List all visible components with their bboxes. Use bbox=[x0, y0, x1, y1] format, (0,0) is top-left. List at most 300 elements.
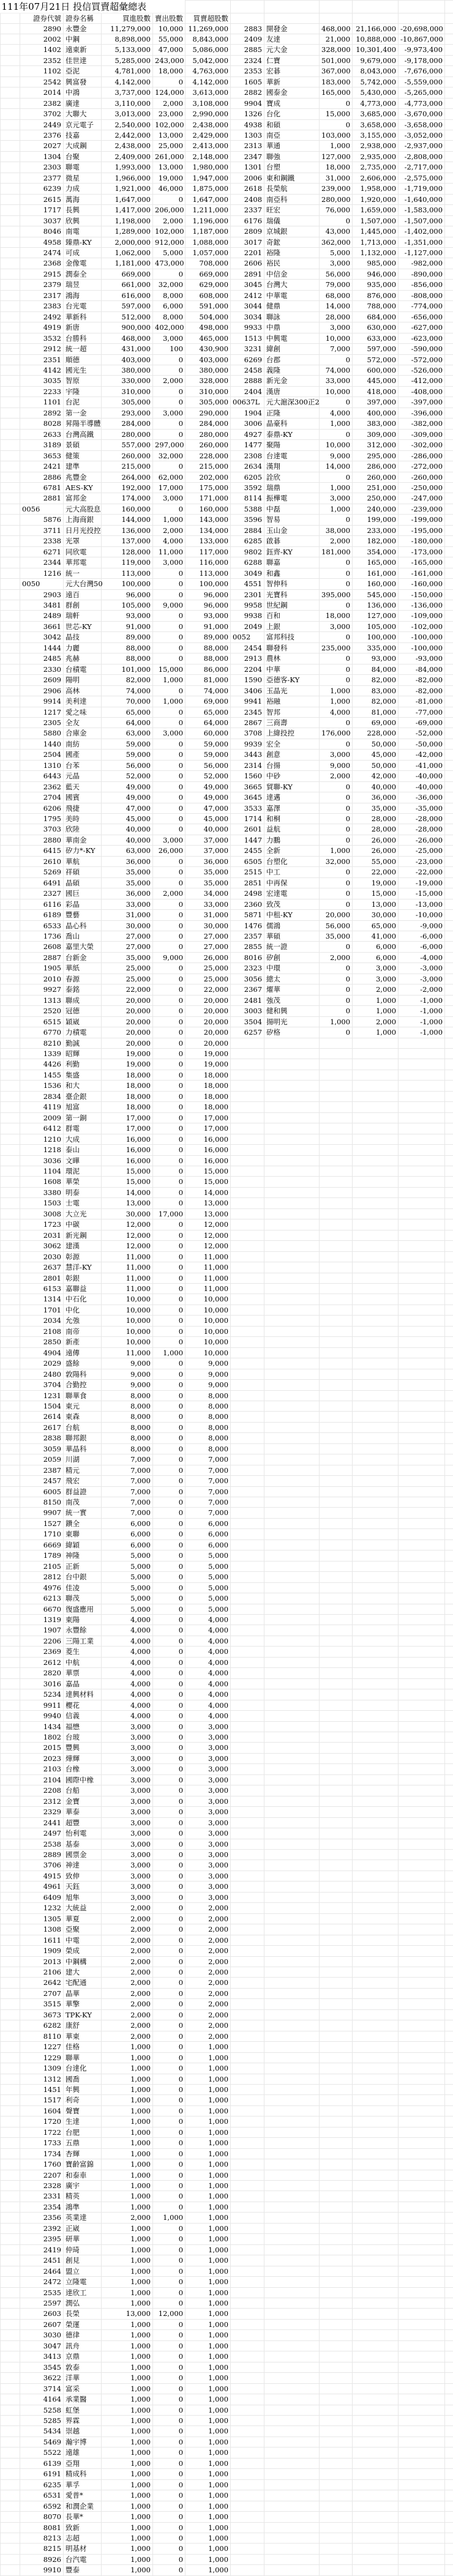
buy-shares-cell bbox=[320, 1412, 353, 1422]
stock-name-cell: 華票 bbox=[64, 1668, 102, 1678]
blank-cell bbox=[445, 2255, 453, 2266]
stock-name-cell: 台玻 bbox=[64, 1732, 102, 1743]
buy-shares-cell bbox=[320, 2330, 353, 2340]
buy-shares-cell bbox=[320, 2159, 353, 2170]
stock-name-cell: 新光金 bbox=[264, 376, 320, 386]
sell-shares-cell bbox=[353, 1817, 399, 1828]
buy-shares-cell bbox=[320, 1615, 353, 1625]
stock-name-cell: 康舒 bbox=[64, 2020, 102, 2031]
buy-shares-cell: 284,000 bbox=[102, 419, 153, 429]
sell-shares-cell: 0 bbox=[153, 2330, 185, 2340]
buy-shares-cell: 11,279,000 bbox=[102, 23, 153, 34]
stock-code-cell bbox=[231, 1903, 264, 1913]
stock-name-cell: 大統益 bbox=[64, 1903, 102, 1913]
net-shares-cell bbox=[399, 1785, 445, 1796]
stock-name-cell: 佳世達 bbox=[64, 55, 102, 65]
stock-name-cell: 新唐 bbox=[64, 322, 102, 333]
blank-cell bbox=[1, 2319, 20, 2329]
stock-name-cell: 聯成 bbox=[64, 995, 102, 1005]
sell-shares-cell bbox=[353, 2138, 399, 2148]
stock-code-cell: 3037 bbox=[20, 215, 64, 226]
net-shares-cell bbox=[399, 1892, 445, 1902]
stock-code-cell bbox=[231, 1059, 264, 1070]
net-shares-cell: 100,000 bbox=[185, 579, 231, 589]
blank-cell bbox=[445, 2469, 453, 2479]
stock-name-cell: 彰源 bbox=[64, 1251, 102, 1262]
blank-cell bbox=[1, 119, 20, 130]
net-shares-cell: 3,000 bbox=[185, 1882, 231, 1892]
buy-shares-cell bbox=[320, 1999, 353, 2009]
stock-code-cell: 6206 bbox=[20, 803, 64, 813]
buy-shares-cell: 362,000 bbox=[320, 237, 353, 247]
stock-code-cell: 1232 bbox=[20, 1903, 64, 1913]
net-shares-cell: 1,211,000 bbox=[185, 205, 231, 215]
blank-cell bbox=[445, 1380, 453, 1390]
net-shares-cell: -36,000 bbox=[399, 792, 445, 803]
buy-shares-cell bbox=[320, 1337, 353, 1347]
blank-cell bbox=[445, 1828, 453, 1839]
net-shares-cell: 52,000 bbox=[185, 771, 231, 781]
blank-cell bbox=[1, 482, 20, 493]
table-row bbox=[1, 2266, 453, 2276]
stock-name-cell: 聯華 bbox=[64, 2052, 102, 2063]
stock-code-cell bbox=[231, 1486, 264, 1497]
stock-name-cell: 聯嘉 bbox=[264, 557, 320, 568]
net-shares-cell: 328,000 bbox=[185, 376, 231, 386]
blank-cell bbox=[1, 1892, 20, 1902]
buy-shares-cell: 1,289,000 bbox=[102, 226, 153, 237]
buy-shares-cell: 91,000 bbox=[102, 621, 153, 631]
sell-shares-cell: 3,658,000 bbox=[353, 119, 399, 130]
blank-cell bbox=[1, 1347, 20, 1358]
stock-code-cell: 6770 bbox=[20, 1027, 64, 1038]
sell-shares-cell bbox=[353, 2416, 399, 2426]
table-row bbox=[1, 2383, 453, 2394]
sell-shares-cell: 0 bbox=[153, 2373, 185, 2383]
stock-code-cell: 3006 bbox=[231, 419, 264, 429]
sell-shares-cell bbox=[353, 1903, 399, 1913]
sell-shares-cell bbox=[353, 1358, 399, 1369]
net-shares-cell: -382,000 bbox=[399, 419, 445, 429]
net-shares-cell: 1,000 bbox=[185, 2105, 231, 2116]
stock-name-cell bbox=[264, 1849, 320, 1859]
buy-shares-cell: 431,000 bbox=[102, 344, 153, 354]
stock-name-cell: 宇隆 bbox=[64, 386, 102, 396]
stock-name-cell bbox=[264, 2340, 320, 2351]
stock-code-cell: 8016 bbox=[231, 952, 264, 962]
net-shares-cell bbox=[399, 1380, 445, 1390]
stock-code-cell: 0056 bbox=[20, 504, 64, 514]
sell-shares-cell: 82,000 bbox=[353, 696, 399, 707]
buy-shares-cell bbox=[320, 2469, 353, 2479]
stock-name-cell bbox=[264, 1049, 320, 1059]
stock-name-cell: 永豐餘 bbox=[64, 1625, 102, 1636]
buy-shares-cell bbox=[320, 1273, 353, 1283]
sell-shares-cell: 100 bbox=[153, 344, 185, 354]
net-shares-cell bbox=[399, 2042, 445, 2052]
buy-shares-cell: 1,000 bbox=[102, 2095, 153, 2105]
net-shares-cell: 1,000 bbox=[185, 2084, 231, 2094]
blank-cell bbox=[1, 1903, 20, 1913]
sell-shares-cell: 0 bbox=[153, 1721, 185, 1732]
stock-code-cell: 1905 bbox=[20, 963, 64, 973]
stock-name-cell: 五鼎 bbox=[64, 2138, 102, 2148]
table-row bbox=[1, 1412, 453, 1422]
buy-shares-cell: 0 bbox=[320, 985, 353, 995]
stock-name-cell: 信義 bbox=[64, 1711, 102, 1721]
sell-shares-cell: 0 bbox=[153, 1647, 185, 1657]
stock-code-cell: 1477 bbox=[231, 440, 264, 450]
sell-shares-cell bbox=[353, 1187, 399, 1197]
sell-shares-cell: 1,445,000 bbox=[353, 226, 399, 237]
net-shares-cell: -1,402,000 bbox=[399, 226, 445, 237]
blank-cell bbox=[445, 2138, 453, 2148]
table-row bbox=[1, 642, 453, 653]
net-shares-cell: -890,000 bbox=[399, 269, 445, 279]
net-shares-cell: 1,000 bbox=[185, 2042, 231, 2052]
stock-code-cell bbox=[231, 2287, 264, 2298]
table-row bbox=[1, 2074, 453, 2084]
net-shares-cell: -136,000 bbox=[399, 600, 445, 610]
sell-shares-cell: 0 bbox=[153, 2255, 185, 2266]
sell-shares-cell: 0 bbox=[153, 194, 185, 204]
net-shares-cell: 86,000 bbox=[185, 664, 231, 674]
table-row bbox=[1, 611, 453, 621]
buy-shares-cell bbox=[320, 1347, 353, 1358]
blank-cell bbox=[1, 2405, 20, 2415]
stock-name-cell: 華新 bbox=[264, 76, 320, 87]
blank-cell bbox=[1, 2116, 20, 2127]
net-shares-cell bbox=[399, 1251, 445, 1262]
sell-shares-cell: 1,000 bbox=[353, 1027, 399, 1038]
blank-cell bbox=[1, 429, 20, 439]
sell-shares-cell bbox=[353, 2181, 399, 2191]
stock-code-cell: 1319 bbox=[20, 1615, 64, 1625]
sell-shares-cell: 0 bbox=[153, 2565, 185, 2575]
sell-shares-cell bbox=[353, 1593, 399, 1604]
stock-name-cell: 怡利電 bbox=[64, 1828, 102, 1839]
stock-code-cell bbox=[231, 2170, 264, 2180]
blank-cell bbox=[1, 1518, 20, 1528]
buy-shares-cell bbox=[320, 2287, 353, 2298]
stock-code-cell: 3017 bbox=[231, 237, 264, 247]
sell-shares-cell: 0 bbox=[153, 1337, 185, 1347]
table-row bbox=[1, 2095, 453, 2105]
blank-cell bbox=[1, 322, 20, 333]
net-shares-cell: 19,000 bbox=[185, 1049, 231, 1059]
buy-shares-cell: 3,000 bbox=[102, 1892, 153, 1902]
table-row bbox=[1, 2544, 453, 2554]
sell-shares-cell bbox=[353, 1155, 399, 1166]
stock-code-cell: 2308 bbox=[231, 450, 264, 461]
table-row bbox=[1, 1443, 453, 1454]
stock-name-cell bbox=[264, 2309, 320, 2319]
stock-code-cell bbox=[231, 1187, 264, 1197]
net-shares-cell: 18,000 bbox=[185, 1081, 231, 1091]
table-row bbox=[1, 1539, 453, 1550]
sell-shares-cell: 0 bbox=[153, 1187, 185, 1197]
table-row bbox=[1, 1882, 453, 1892]
table-row bbox=[1, 344, 453, 354]
stock-name-cell: 華航 bbox=[64, 856, 102, 866]
stock-code-cell: 3673 bbox=[20, 2009, 64, 2020]
stock-name-cell: 創意 bbox=[264, 750, 320, 760]
stock-code-cell: 5269 bbox=[20, 867, 64, 877]
stock-code-cell: 2912 bbox=[20, 344, 64, 354]
sell-shares-cell: 0 bbox=[153, 1572, 185, 1582]
stock-name-cell: 可成 bbox=[64, 248, 102, 258]
sell-shares-cell: 0 bbox=[153, 2351, 185, 2362]
stock-name-cell: 穎崴 bbox=[64, 1016, 102, 1027]
buy-shares-cell bbox=[320, 1700, 353, 1710]
stock-name-cell: 中化 bbox=[64, 1305, 102, 1315]
blank-cell bbox=[445, 2501, 453, 2511]
stock-code-cell bbox=[231, 1422, 264, 1432]
stock-code-cell: 1434 bbox=[20, 1721, 64, 1732]
stock-name-cell: 和碩 bbox=[264, 119, 320, 130]
stock-code-cell: 2106 bbox=[20, 1967, 64, 1977]
blank-cell bbox=[445, 290, 453, 300]
buy-shares-cell bbox=[320, 2501, 353, 2511]
sell-shares-cell bbox=[353, 1711, 399, 1721]
blank-cell bbox=[1, 579, 20, 589]
buy-shares-cell: 1,000 bbox=[320, 685, 353, 696]
stock-name-cell bbox=[264, 2319, 320, 2329]
stock-code-cell bbox=[231, 1946, 264, 1956]
stock-code-cell bbox=[231, 1711, 264, 1721]
sell-shares-cell bbox=[353, 2362, 399, 2372]
stock-name-cell: 晶心科 bbox=[64, 920, 102, 931]
sell-shares-cell: 40,000 bbox=[353, 781, 399, 792]
net-shares-cell: 1,187,000 bbox=[185, 226, 231, 237]
net-shares-cell bbox=[399, 2063, 445, 2074]
stock-code-cell: 6670 bbox=[20, 1604, 64, 1614]
sell-shares-cell: 0 bbox=[153, 1625, 185, 1636]
table-row bbox=[1, 973, 453, 984]
sell-shares-cell: 32,000 bbox=[153, 450, 185, 461]
stock-code-cell: 2369 bbox=[20, 1647, 64, 1657]
net-shares-cell: 504,000 bbox=[185, 311, 231, 322]
sell-shares-cell bbox=[353, 1038, 399, 1048]
sell-shares-cell: 0 bbox=[153, 1582, 185, 1593]
blank-cell bbox=[1, 1732, 20, 1743]
blank-cell bbox=[1, 2436, 20, 2447]
buy-shares-cell: 1,000 bbox=[102, 2298, 153, 2309]
blank-cell bbox=[445, 2084, 453, 2094]
stock-name-cell: 振樺電 bbox=[264, 493, 320, 504]
stock-code-cell bbox=[231, 2501, 264, 2511]
buy-shares-cell bbox=[320, 1497, 353, 1508]
net-shares-cell: 2,429,000 bbox=[185, 130, 231, 141]
stock-name-cell: 華新科 bbox=[64, 311, 102, 322]
buy-shares-cell bbox=[320, 1380, 353, 1390]
stock-name-cell: 文曄 bbox=[64, 1155, 102, 1166]
table-row bbox=[1, 899, 453, 909]
net-shares-cell: 2,413,000 bbox=[185, 141, 231, 151]
sell-shares-cell: 2,735,000 bbox=[353, 162, 399, 173]
blank-cell bbox=[1, 877, 20, 888]
sell-shares-cell: 2,000 bbox=[153, 98, 185, 108]
stock-code-cell: 2059 bbox=[20, 1454, 64, 1465]
stock-code-cell: 2421 bbox=[20, 461, 64, 472]
net-shares-cell: -3,670,000 bbox=[399, 109, 445, 119]
blank-cell bbox=[1, 1839, 20, 1849]
net-shares-cell: 113,000 bbox=[185, 568, 231, 578]
sell-shares-cell bbox=[353, 1508, 399, 1518]
buy-shares-cell bbox=[320, 2031, 353, 2041]
stock-code-cell: 1310 bbox=[20, 760, 64, 770]
net-shares-cell: 117,000 bbox=[185, 546, 231, 557]
stock-code-cell: 4119 bbox=[20, 1102, 64, 1112]
buy-shares-cell: 31,000 bbox=[320, 173, 353, 183]
stock-code-cell: 1455 bbox=[20, 1070, 64, 1080]
net-shares-cell: 1,000 bbox=[185, 2116, 231, 2127]
stock-code-cell: 2481 bbox=[231, 995, 264, 1005]
blank-cell bbox=[445, 1198, 453, 1208]
stock-code-cell: 2354 bbox=[20, 2202, 64, 2212]
sell-shares-cell bbox=[353, 1412, 399, 1422]
stock-code-cell: 3059 bbox=[20, 1443, 64, 1454]
blank-cell bbox=[1, 781, 20, 792]
page-title: 111年07月21日 投信買賣超彙總表 bbox=[2, 1, 147, 12]
buy-shares-cell: 1,000 bbox=[102, 2084, 153, 2094]
net-shares-cell bbox=[399, 1049, 445, 1059]
buy-shares-cell bbox=[320, 2405, 353, 2415]
buy-shares-cell: 74,000 bbox=[320, 365, 353, 376]
net-shares-cell: 96,000 bbox=[185, 589, 231, 600]
blank-cell bbox=[399, 1, 445, 13]
table-row bbox=[1, 34, 453, 44]
net-shares-cell: 171,000 bbox=[185, 493, 231, 504]
stock-code-cell bbox=[231, 1038, 264, 1048]
stock-code-cell: 2707 bbox=[20, 1988, 64, 1998]
sell-shares-cell bbox=[353, 2448, 399, 2458]
stock-code-cell bbox=[231, 1123, 264, 1134]
sell-shares-cell: 0 bbox=[153, 2340, 185, 2351]
stock-code-cell: 2615 bbox=[20, 194, 64, 204]
buy-shares-cell: 0 bbox=[320, 515, 353, 525]
net-shares-cell: 3,000 bbox=[185, 1828, 231, 1839]
net-shares-cell: 33,000 bbox=[185, 899, 231, 909]
buy-shares-cell bbox=[320, 1518, 353, 1528]
sell-shares-cell: 0 bbox=[153, 2234, 185, 2244]
buy-shares-cell: 100,000 bbox=[102, 579, 153, 589]
sell-shares-cell: 0 bbox=[153, 1508, 185, 1518]
buy-shares-cell: 403,000 bbox=[102, 354, 153, 365]
sell-shares-cell bbox=[353, 1112, 399, 1123]
table-row bbox=[1, 1828, 453, 1839]
stock-code-cell bbox=[231, 1678, 264, 1689]
blank-cell bbox=[231, 13, 264, 23]
sell-shares-cell: 3,000 bbox=[353, 963, 399, 973]
stock-code-cell: 2441 bbox=[20, 1817, 64, 1828]
sell-shares-cell bbox=[353, 1625, 399, 1636]
title-row bbox=[1, 1, 453, 13]
table-row bbox=[1, 1283, 453, 1294]
stock-name-cell bbox=[264, 1582, 320, 1593]
sell-shares-cell bbox=[353, 1849, 399, 1859]
stock-name-cell bbox=[264, 1241, 320, 1251]
stock-code-cell: 2010 bbox=[20, 973, 64, 984]
buy-shares-cell: 35,000 bbox=[102, 877, 153, 888]
net-shares-cell: 5,000 bbox=[185, 1561, 231, 1571]
net-shares-cell: -173,000 bbox=[399, 546, 445, 557]
sell-shares-cell bbox=[353, 2436, 399, 2447]
stock-code-cell: 1802 bbox=[20, 1732, 64, 1743]
buy-shares-cell bbox=[320, 1882, 353, 1892]
sell-shares-cell: 0 bbox=[153, 568, 185, 578]
buy-shares-cell bbox=[320, 2309, 353, 2319]
net-shares-cell bbox=[399, 1615, 445, 1625]
buy-shares-cell: 36,000 bbox=[102, 856, 153, 866]
blank-cell bbox=[445, 1871, 453, 1881]
net-shares-cell: 56,000 bbox=[185, 760, 231, 770]
sell-shares-cell: 1,000 bbox=[153, 515, 185, 525]
net-shares-cell: 22,000 bbox=[185, 985, 231, 995]
stock-code-cell: 1314 bbox=[20, 1294, 64, 1305]
buy-shares-cell bbox=[320, 1081, 353, 1091]
net-shares-cell bbox=[399, 1625, 445, 1636]
buy-shares-cell bbox=[320, 1753, 353, 1763]
sell-shares-cell: 4,000 bbox=[153, 536, 185, 546]
stock-name-cell: 敦陽科 bbox=[64, 1369, 102, 1379]
buy-shares-cell: 0 bbox=[320, 472, 353, 482]
stock-code-cell bbox=[231, 1208, 264, 1219]
stock-name-cell: 矽創 bbox=[264, 952, 320, 962]
blank-cell bbox=[445, 685, 453, 696]
blank-cell bbox=[1, 2340, 20, 2351]
stock-name-cell: 智易 bbox=[264, 515, 320, 525]
table-row bbox=[1, 1647, 453, 1657]
buy-shares-cell: 21,000 bbox=[320, 34, 353, 44]
net-shares-cell bbox=[399, 1935, 445, 1945]
stock-name-cell: 嘉里大榮 bbox=[64, 942, 102, 952]
net-shares-cell: 1,000 bbox=[185, 2277, 231, 2287]
stock-name-cell: 永豐金 bbox=[64, 23, 102, 34]
stock-code-cell: 3189 bbox=[20, 440, 64, 450]
stock-name-cell: 愛普* bbox=[64, 2490, 102, 2501]
buy-shares-cell: 76,000 bbox=[320, 205, 353, 215]
sell-shares-cell: 0 bbox=[153, 1273, 185, 1283]
stock-name-cell: 中再保 bbox=[264, 877, 320, 888]
buy-shares-cell: 1,000 bbox=[102, 2394, 153, 2405]
table-row bbox=[1, 1337, 453, 1347]
net-shares-cell: 27,000 bbox=[185, 942, 231, 952]
buy-shares-cell: 5,000 bbox=[102, 1593, 153, 1604]
buy-shares-cell: 27,000 bbox=[102, 931, 153, 942]
sell-shares-cell: 32,000 bbox=[153, 280, 185, 290]
sell-shares-cell: 45,000 bbox=[353, 750, 399, 760]
net-shares-cell: -239,000 bbox=[399, 504, 445, 514]
net-shares-cell: 8,000 bbox=[185, 1390, 231, 1401]
blank-cell bbox=[1, 1849, 20, 1859]
blank-cell bbox=[445, 1647, 453, 1657]
stock-code-cell: 3406 bbox=[231, 685, 264, 696]
blank-cell bbox=[445, 2565, 453, 2575]
stock-code-cell: 9958 bbox=[231, 600, 264, 610]
net-shares-cell: -656,000 bbox=[399, 311, 445, 322]
net-shares-cell bbox=[399, 1871, 445, 1881]
stock-name-cell: 東陽 bbox=[64, 1615, 102, 1625]
stock-code-cell: 1517 bbox=[20, 2095, 64, 2105]
net-shares-cell: 4,000 bbox=[185, 1647, 231, 1657]
net-shares-cell: 1,000 bbox=[185, 2266, 231, 2276]
buy-shares-cell: 11,000 bbox=[102, 1283, 153, 1294]
net-shares-cell: -25,000 bbox=[399, 846, 445, 856]
net-shares-cell: 4,000 bbox=[185, 1678, 231, 1689]
blank-cell bbox=[1, 2533, 20, 2543]
blank-cell bbox=[445, 1102, 453, 1112]
